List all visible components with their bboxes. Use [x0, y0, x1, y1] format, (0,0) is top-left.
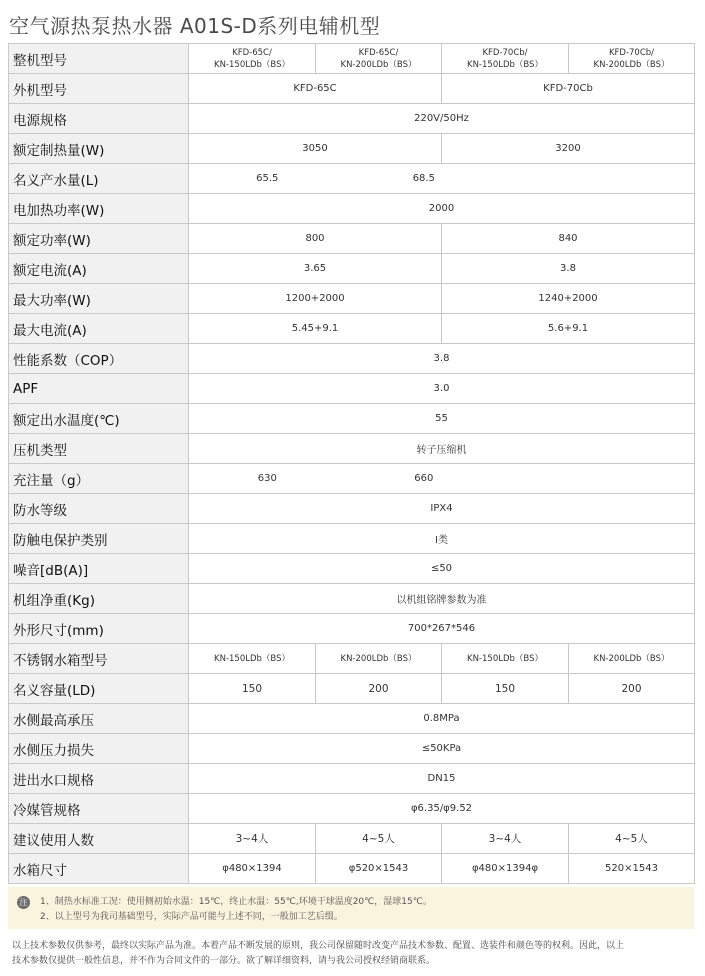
- value-cell: KN-200LDb（BS）: [316, 644, 442, 674]
- model-cell: KFD-70Cb/ KN-200LDb（BS）: [569, 44, 695, 74]
- value-cell: 1240+2000: [442, 284, 695, 314]
- value-cell: 3.65: [189, 254, 442, 284]
- row-label: 电源规格: [9, 104, 189, 134]
- value-cell: ≤50: [189, 554, 695, 584]
- page-title: 空气源热泵热水器 A01S-D系列电辅机型: [9, 14, 381, 38]
- value-cell: 2000: [189, 194, 695, 224]
- row-label: 水侧最高承压: [9, 704, 189, 734]
- value-cell: 3~4人: [442, 824, 569, 854]
- row-label: 冷媒管规格: [9, 794, 189, 824]
- value-cell: 1200+2000: [189, 284, 442, 314]
- row-label: 进出水口规格: [9, 764, 189, 794]
- value-cell: φ520×1543: [316, 854, 442, 884]
- value-cell: 3.8: [442, 254, 695, 284]
- note-line: 2、以上型号为我司基础型号，实际产品可能与上述不同，一般加工艺后缀。: [40, 912, 343, 922]
- table-row: [9, 194, 695, 224]
- value-cell: 5.45+9.1: [189, 314, 442, 344]
- value-cell: KFD-65C: [189, 74, 442, 104]
- value-cell: 840: [442, 224, 695, 254]
- row-label: 充注量（g）: [9, 464, 189, 494]
- row-label: 最大功率(W): [9, 284, 189, 314]
- row-label: 水侧压力损失: [9, 734, 189, 764]
- model-cell: KFD-70Cb/ KN-150LDb（BS）: [442, 44, 569, 74]
- table-row: [9, 734, 695, 764]
- table-row: [9, 404, 695, 434]
- value-cell: I类: [189, 524, 695, 554]
- table-row: [9, 224, 695, 254]
- value-cell: 4~5人: [569, 824, 695, 854]
- value-cell: 4~5人: [316, 824, 442, 854]
- value-cell: 520×1543: [569, 854, 695, 884]
- value-a: 630: [257, 473, 277, 484]
- row-label: 额定功率(W): [9, 224, 189, 254]
- table-row: [9, 494, 695, 524]
- row-label: 额定制热量(W): [9, 134, 189, 164]
- table-row: [9, 524, 695, 554]
- disclaimer-line: 以上技术参数仅供参考，最终以实际产品为准。本着产品不断发展的原则，我公司保留随时改变产品技术参数、配置、选装件和颜色等的权利。因此，以上: [12, 941, 625, 951]
- row-label: 噪音[dB(A)]: [9, 554, 189, 584]
- row-label: 名义产水量(L): [9, 164, 189, 194]
- row-label: 不锈钢水箱型号: [9, 644, 189, 674]
- table-row: [9, 374, 695, 404]
- disclaimer: [12, 939, 696, 969]
- row-label: 最大电流(A): [9, 314, 189, 344]
- value-cell: 55: [189, 404, 695, 434]
- row-label: 建议使用人数: [9, 824, 189, 854]
- disclaimer-line: 技术参数仅提供一般性信息，并不作为合同文件的一部分。欲了解详细资料，请与我公司授权经销商联系。: [12, 956, 436, 966]
- note-icon: 注: [17, 896, 30, 909]
- row-label: 名义容量(LD): [9, 674, 189, 704]
- table-row: [9, 104, 695, 134]
- model-cell: KFD-65C/ KN-150LDb（BS）: [189, 44, 316, 74]
- value-cell: [189, 164, 695, 194]
- table-row: [9, 854, 695, 884]
- value-cell: DN15: [189, 764, 695, 794]
- table-row: [9, 284, 695, 314]
- row-label: 额定电流(A): [9, 254, 189, 284]
- table-row: [9, 644, 695, 674]
- value-cell: 5.6+9.1: [442, 314, 695, 344]
- value-cell: φ480×1394φ: [442, 854, 569, 884]
- table-row: [9, 554, 695, 584]
- table-row: [9, 674, 695, 704]
- table-row: [9, 614, 695, 644]
- value-cell: ≤50KPa: [189, 734, 695, 764]
- row-label: 电加热功率(W): [9, 194, 189, 224]
- row-label: 防触电保护类别: [9, 524, 189, 554]
- value-cell: KN-200LDb（BS）: [569, 644, 695, 674]
- table-row: [9, 584, 695, 614]
- table-row: [9, 464, 695, 494]
- value-a: 65.5: [256, 173, 279, 184]
- value-cell: 3.8: [189, 344, 695, 374]
- row-label: 机组净重(Kg): [9, 584, 189, 614]
- value-cell: 200: [569, 674, 695, 704]
- row-label: 防水等级: [9, 494, 189, 524]
- value-cell: 3200: [442, 134, 695, 164]
- row-label: 整机型号: [9, 44, 189, 74]
- value-cell: 150: [442, 674, 569, 704]
- row-label: APF: [9, 374, 189, 404]
- value-cell: 3~4人: [189, 824, 316, 854]
- model-cell: KFD-65C/ KN-200LDb（BS）: [316, 44, 442, 74]
- table-row: [9, 314, 695, 344]
- table-row: [9, 74, 695, 104]
- value-b: 660: [414, 473, 434, 484]
- value-cell: 700*267*546: [189, 614, 695, 644]
- row-label: 压机类型: [9, 434, 189, 464]
- value-cell: KFD-70Cb: [442, 74, 695, 104]
- notes-box: [8, 887, 694, 929]
- table-row: [9, 254, 695, 284]
- value-cell: 150: [189, 674, 316, 704]
- spec-table: [8, 43, 695, 884]
- value-cell: KN-150LDb（BS）: [442, 644, 569, 674]
- table-row: [9, 794, 695, 824]
- table-row: [9, 764, 695, 794]
- table-row: [9, 344, 695, 374]
- table-row: [9, 824, 695, 854]
- value-cell: φ480×1394: [189, 854, 316, 884]
- row-label: 外形尺寸(mm): [9, 614, 189, 644]
- value-cell: 800: [189, 224, 442, 254]
- value-cell: 220V/50Hz: [189, 104, 695, 134]
- row-label: 性能系数（COP）: [9, 344, 189, 374]
- value-cell: IPX4: [189, 494, 695, 524]
- table-row: [9, 134, 695, 164]
- row-label: 外机型号: [9, 74, 189, 104]
- value-cell: KN-150LDb（BS）: [189, 644, 316, 674]
- note-line: 1、制热水标准工况：使用侧初始水温：15℃，终止水温：55℃,环境干球温度20℃，湿球15℃。: [40, 897, 432, 907]
- row-label: 额定出水温度(℃): [9, 404, 189, 434]
- value-cell: 以机组铭牌参数为准: [189, 584, 695, 614]
- value-cell: 转子压缩机: [189, 434, 695, 464]
- table-row: [9, 164, 695, 194]
- value-cell: 200: [316, 674, 442, 704]
- row-label: 水箱尺寸: [9, 854, 189, 884]
- value-cell: [189, 464, 695, 494]
- table-row: [9, 434, 695, 464]
- value-cell: 3050: [189, 134, 442, 164]
- table-row: [9, 704, 695, 734]
- value-cell: 0.8MPa: [189, 704, 695, 734]
- value-b: 68.5: [412, 173, 435, 184]
- value-cell: 3.0: [189, 374, 695, 404]
- value-cell: φ6.35/φ9.52: [189, 794, 695, 824]
- table-row: [9, 44, 695, 74]
